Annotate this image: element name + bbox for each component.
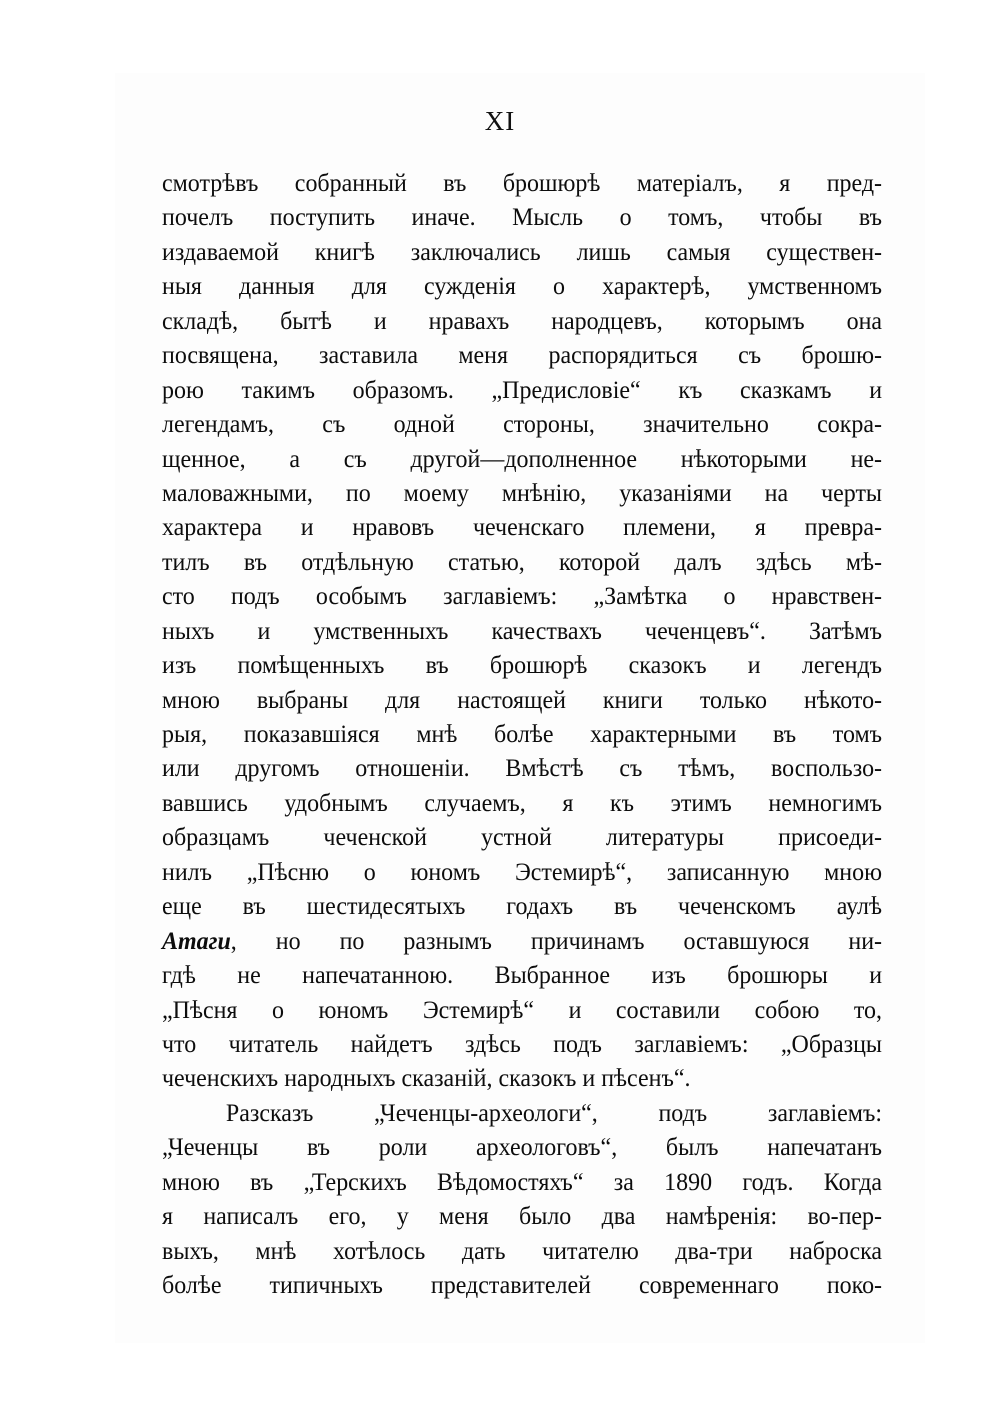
text-line: что читатель найдетъ здѣсь подъ заглавіемъ: „Образцы [162, 1028, 883, 1058]
text-line: щенное, а съ другой—дополненное нѣкоторыми не- [162, 443, 883, 473]
text-line: почелъ поступить иначе. Мысль о томъ, чтобы въ [162, 202, 883, 232]
paragraph-2 [162, 1096, 882, 1303]
text-line: легендамъ, съ одной стороны, значительно сокра- [162, 409, 883, 439]
text-line: мною въ „Терскихъ Вѣдомостяхъ“ за 1890 годъ. Когда [162, 1166, 883, 1196]
text-line: издаваемой книгѣ заключались лишь самыя существен- [162, 236, 883, 266]
text-line: тилъ въ отдѣльную статью, которой далъ здѣсь мѣ- [162, 546, 883, 576]
text-line: Разсказъ „Чеченцы-археологи“, подъ заглавіемъ: [225, 1097, 883, 1127]
text-line: ныя данныя для сужденія о характерѣ, умственномъ [162, 271, 883, 301]
text-line: вавшись удобнымъ случаемъ, я къ этимъ немногимъ [162, 787, 883, 817]
text-line: характера и нравовъ чеченскаго племени, я превра- [162, 512, 883, 542]
body-text [162, 166, 882, 1302]
text-line: смотрѣвъ собранный въ брошюрѣ матеріалъ, я пред- [162, 168, 883, 197]
text-line: складѣ, бытѣ и нравахъ народцевъ, которымъ она [162, 305, 883, 335]
text-line: рою такимъ образомъ. „Предисловіе“ къ сказкамъ и [162, 374, 883, 404]
paragraph-1 [162, 166, 882, 1096]
text-line: рыя, показавшіяся мнѣ болѣе характерными въ томъ [162, 719, 883, 748]
text-line: чеченскихъ народныхъ сказаній, сказокъ и пѣсенъ“. [162, 1063, 691, 1093]
text-line: „Чеченцы въ роли археологовъ“, былъ напечатанъ [162, 1132, 883, 1162]
text-line: я написалъ его, у меня было два намѣренія: во-пер- [162, 1201, 883, 1231]
text-line: нилъ „Пѣсню о юномъ Эстемирѣ“, записанную мною [162, 856, 883, 886]
text-line: ныхъ и умственныхъ качествахъ чеченцевъ“. Затѣмъ [162, 615, 883, 645]
text-line: болѣе типичныхъ представителей современнаго поко- [162, 1270, 883, 1299]
text-line: или другомъ отношеніи. Вмѣстѣ съ тѣмъ, воспользо- [162, 753, 883, 783]
text-line: сто подъ особымъ заглавіемъ: „Замѣтка о нравствен- [162, 581, 883, 611]
text-line: мною выбраны для настоящей книги только нѣкото- [162, 684, 883, 714]
text-line: посвящена, заставила меня распорядиться съ брошю- [162, 340, 883, 370]
text-line: маловажными, по моему мнѣнію, указаніями на черты [162, 477, 883, 507]
italic-place-name: Атаги [162, 925, 231, 955]
page-number: XI [484, 106, 516, 136]
text-line: образцамъ чеченской устной литературы присоеди- [162, 822, 883, 852]
text-line-with-italic [162, 924, 882, 958]
text-line-rest: , но по разнымъ причинамъ оставшуюся ни- [230, 925, 883, 955]
text-line: гдѣ не напечатанною. Выбранное изъ брошюры и [162, 960, 883, 990]
text-line: еще въ шестидесятыхъ годахъ въ чеченскомъ аулѣ [162, 891, 883, 921]
text-line: „Пѣсня о юномъ Эстемирѣ“ и составили собою то, [162, 994, 883, 1024]
text-line: выхъ, мнѣ хотѣлось дать читателю два-три наброска [162, 1235, 883, 1265]
text-line: изъ помѣщенныхъ въ брошюрѣ сказокъ и легендъ [162, 650, 883, 680]
